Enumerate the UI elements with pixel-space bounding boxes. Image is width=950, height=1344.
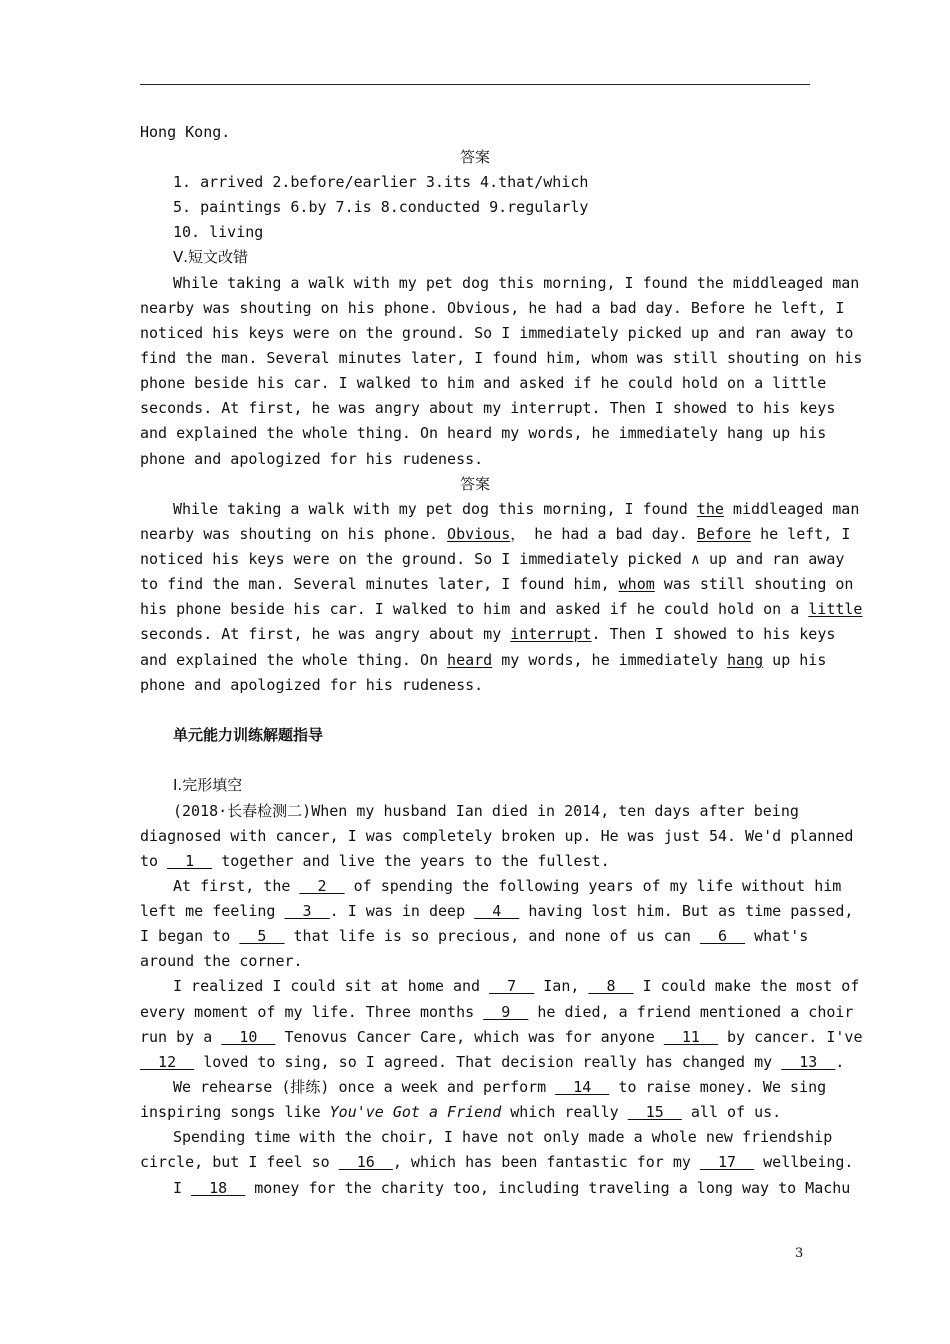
section-heading: 单元能力训练解题指导 (173, 726, 324, 744)
cloze-line: inspiring songs like You've Got a Friend which really 15 all of us. (140, 1103, 782, 1121)
blank: 9 (483, 1003, 529, 1021)
section-title: Ⅰ.完形填空 (173, 776, 243, 794)
cloze-line: I realized I could sit at home and 7 Ian, 8 I could make the most of (173, 977, 860, 995)
answer-heading: 答案 (459, 475, 490, 493)
corrected-line: his phone beside his car. I walked to him and asked if he could hold on a little (140, 600, 863, 618)
correction-mark: Obvious (447, 525, 511, 543)
blank: 16 (338, 1153, 393, 1171)
cloze-line: (2018·长春检测二)When my husband Ian died in 2014, ten days after being (173, 802, 799, 820)
cloze-line: At first, the 2 of spending the following years of my life without him (173, 877, 842, 895)
correction-mark: heard (447, 651, 493, 669)
blank: 5 (239, 927, 285, 945)
blank: 12 (140, 1053, 195, 1071)
answer-line: 10. living (173, 223, 264, 241)
text-line: and explained the whole thing. On heard my words, he immediately hang up his (140, 424, 827, 442)
blank: 8 (588, 977, 634, 995)
cloze-line: Spending time with the choir, I have not only made a whole new friendship (173, 1128, 833, 1146)
correction-mark: interrupt (510, 625, 592, 643)
blank: 3 (284, 902, 330, 920)
blank: 1 (167, 852, 213, 870)
text-line: While taking a walk with my pet dog this morning, I found the middleaged man (173, 274, 860, 292)
corrected-line: and explained the whole thing. On heard my words, he immediately hang up his (140, 651, 827, 669)
corrected-line: phone and apologized for his rudeness. (140, 676, 484, 694)
text-line: find the man. Several minutes later, I found him, whom was still shouting on his (140, 349, 863, 367)
cloze-line: run by a 10 Tenovus Cancer Care, which was for anyone 11 by cancer. I've (140, 1028, 863, 1046)
cloze-line: every moment of my life. Three months 9 he died, a friend mentioned a choir (140, 1003, 854, 1021)
song-title: You've Got a Friend (329, 1103, 502, 1121)
text-line: phone beside his car. I walked to him and asked if he could hold on a little (140, 374, 827, 392)
answer-line: 1. arrived 2.before/earlier 3.its 4.that/which (173, 173, 589, 191)
answer-heading: 答案 (459, 148, 490, 166)
corrected-line: nearby was shouting on his phone. Obvious， he had a bad day. Before he left, I (140, 525, 851, 543)
cloze-line: We rehearse (排练) once a week and perform 14 to raise money. We sing (173, 1078, 827, 1096)
cloze-line: circle, but I feel so 16 , which has been fantastic for my 17 wellbeing. (140, 1153, 854, 1171)
text-line: noticed his keys were on the ground. So I immediately picked up and ran away to (140, 324, 854, 342)
blank: 13 (781, 1053, 836, 1071)
cloze-line: to 1 together and live the years to the fullest. (140, 852, 610, 870)
blank: 15 (627, 1103, 682, 1121)
corrected-line: noticed his keys were on the ground. So I immediately picked ∧ up and ran away (140, 550, 845, 568)
corrected-line: to find the man. Several minutes later, I found him, whom was still shouting on (140, 575, 854, 593)
cloze-line: around the corner. (140, 952, 303, 970)
cloze-line: left me feeling 3 . I was in deep 4 having lost him. But as time passed, (140, 902, 854, 920)
text-line: phone and apologized for his rudeness. (140, 450, 484, 468)
correction-mark: whom (618, 575, 655, 593)
blank: 10 (221, 1028, 276, 1046)
cloze-line: 12 loved to sing, so I agreed. That decision really has changed my 13 . (140, 1053, 845, 1071)
page-number: 3 (795, 1246, 804, 1261)
correction-mark: hang (727, 651, 764, 669)
blank: 6 (699, 927, 746, 945)
correction-mark: the (696, 500, 724, 518)
text-line: Hong Kong. (140, 123, 231, 141)
corrected-line: seconds. At first, he was angry about my interrupt. Then I showed to his keys (140, 625, 836, 643)
text-line: seconds. At first, he was angry about my interrupt. Then I showed to his keys (140, 399, 836, 417)
text-line: nearby was shouting on his phone. Obvious, he had a bad day. Before he left, I (140, 299, 845, 317)
blank: 4 (474, 902, 520, 920)
blank: 14 (555, 1078, 610, 1096)
cloze-line: I began to 5 that life is so precious, and none of us can 6 what's (140, 927, 809, 945)
blank: 18 (191, 1179, 246, 1197)
answer-line: 5. paintings 6.by 7.is 8.conducted 9.regularly (173, 198, 589, 216)
correction-mark: Before (696, 525, 752, 543)
corrected-line: While taking a walk with my pet dog this morning, I found the middleaged man (173, 500, 860, 518)
section-title: Ⅴ.短文改错 (173, 248, 249, 266)
blank: 2 (299, 877, 345, 895)
cloze-line: I 18 money for the charity too, including traveling a long way to Machu (173, 1179, 851, 1197)
header-rule (140, 84, 810, 85)
cloze-line: diagnosed with cancer, I was completely broken up. He was just 54. We'd planned (140, 827, 854, 845)
correction-mark: little (808, 600, 863, 618)
blank: 11 (663, 1028, 718, 1046)
blank: 17 (699, 1153, 755, 1171)
blank: 7 (489, 977, 535, 995)
